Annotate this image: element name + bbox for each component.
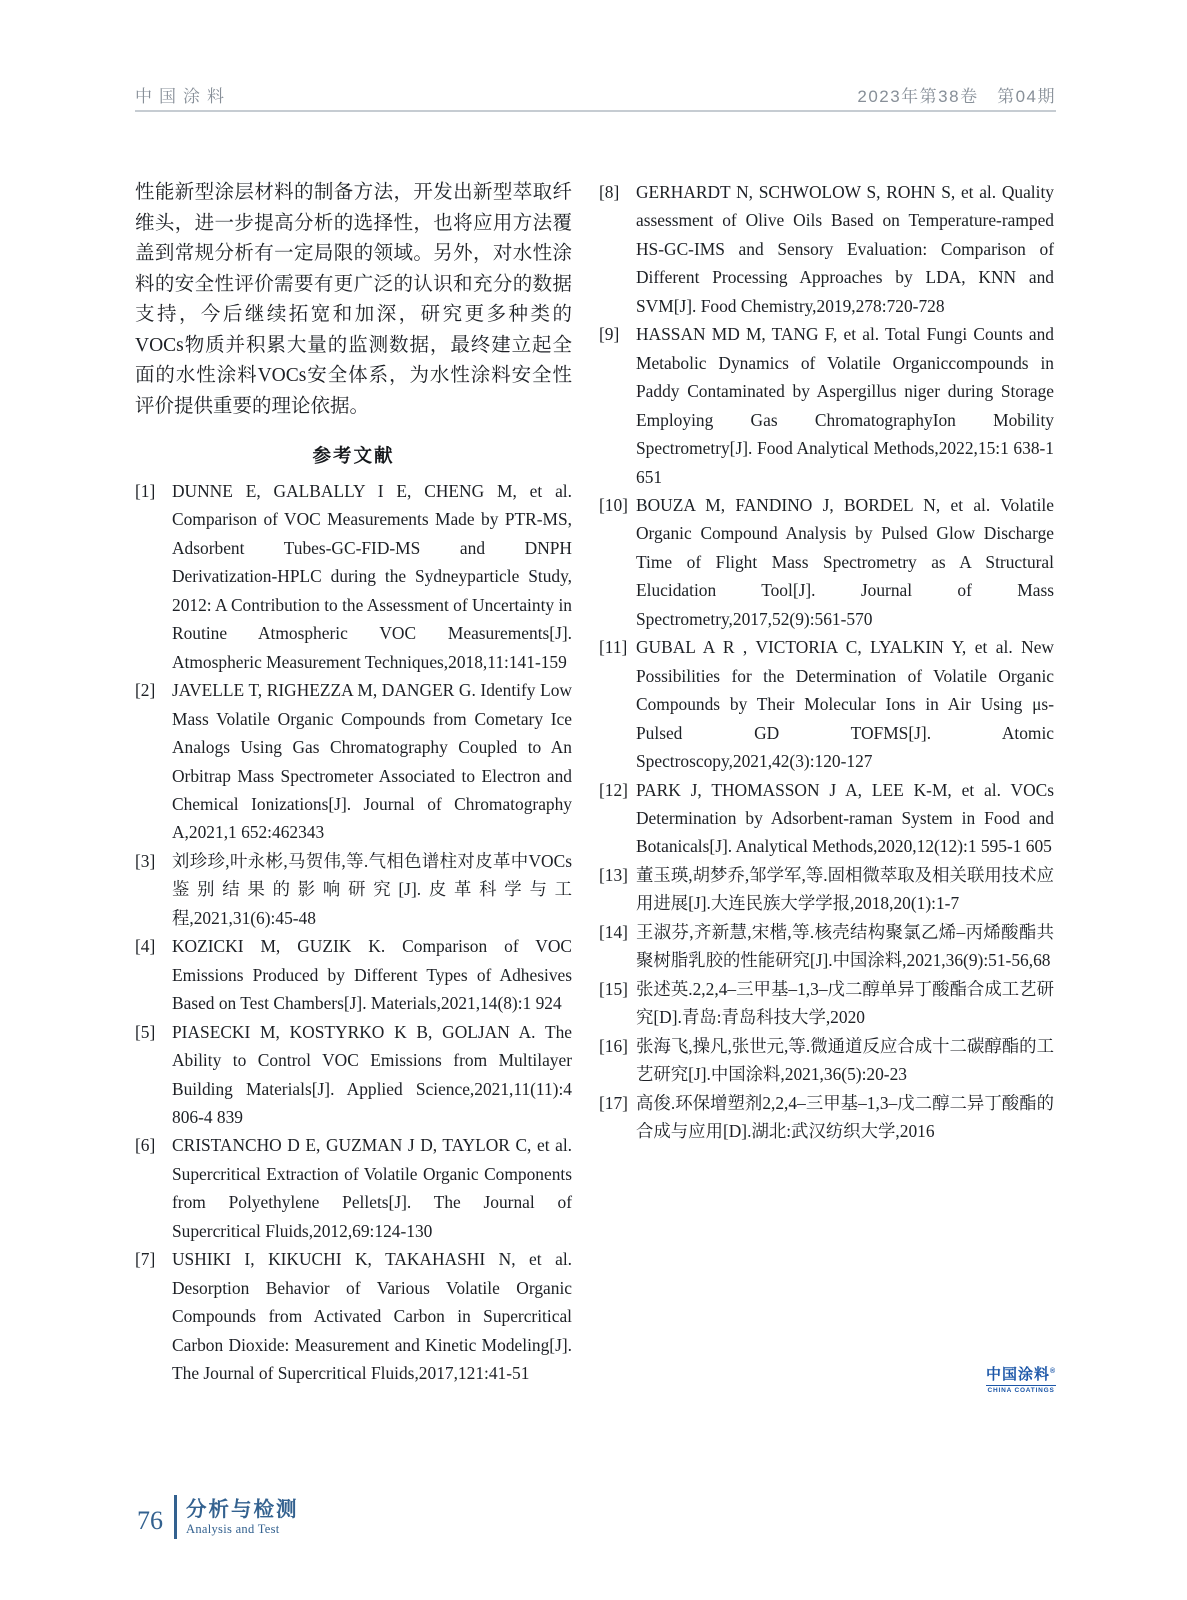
reference-item — [599, 633, 1054, 775]
section-title-block — [186, 1498, 299, 1537]
reference-text: GUBAL A R , VICTORIA C, LYALKIN Y, et al. New Possibilities for the Determination of Volatile Organic Compounds by Their Molecular Ions in Air Using μs-Pulsed GD TOFMS[J]. Atomic Spectroscopy,2021,42(3):120-127 — [636, 637, 1054, 772]
footer-divider — [174, 1495, 177, 1539]
reference-number: [17] — [599, 1092, 628, 1113]
reference-item — [599, 975, 1054, 1032]
reference-text: 王淑芬,齐新慧,宋楷,等.核壳结构聚氯乙烯–丙烯酸酯共聚树脂乳胶的性能研究[J].中国涂料,2021,36(9):51-56,68 — [636, 921, 1054, 971]
reference-number: [7] — [135, 1249, 156, 1270]
reference-item — [599, 861, 1054, 918]
section-title-en: Analysis and Test — [186, 1521, 280, 1536]
reference-number: [15] — [599, 978, 628, 999]
reference-item — [599, 491, 1054, 633]
reference-text: DUNNE E, GALBALLY I E, CHENG M, et al. Comparison of VOC Measurements Made by PTR-MS, Adsorbent Tubes-GC-FID-MS and DNPH Derivatization-HPLC during the Sydneyparticle Study, 2012: A Contribution to the Assessment of Uncertainty in Routine Atmospheric VOC Measurements[J]. Atmospheric Measurement Techniques,2018,11:141-159 — [172, 481, 572, 672]
logo-text-cn — [986, 1364, 1056, 1383]
right-column — [599, 178, 1054, 1145]
reference-item — [599, 320, 1054, 491]
reference-item — [599, 1089, 1054, 1146]
china-coatings-logo — [986, 1364, 1056, 1395]
reference-text: 董玉瑛,胡梦乔,邹学军,等.固相微萃取及相关联用技术应用进展[J].大连民族大学学报,2018,20(1):1-7 — [636, 864, 1054, 914]
reference-number: [13] — [599, 864, 628, 885]
registered-mark-icon: ® — [1050, 1368, 1057, 1375]
reference-number: [10] — [599, 494, 628, 515]
reference-number: [8] — [599, 182, 620, 202]
reference-text: 张海飞,操凡,张世元,等.微通道反应合成十二碳醇酯的工艺研究[J].中国涂料,2021,36(5):20-23 — [636, 1035, 1054, 1085]
issue-info: 2023年第38卷 第04期 — [857, 87, 1056, 106]
reference-text: KOZICKI M, GUZIK K. Comparison of VOC Emissions Produced by Different Types of Adhesives Based on Test Chambers[J]. Materials,2021,14(8):1 924 — [172, 936, 572, 1014]
reference-item — [599, 918, 1054, 975]
reference-text: BOUZA M, FANDINO J, BORDEL N, et al. Volatile Organic Compound Analysis by Pulsed Glow Discharge Time of Flight Mass Spectrometry as A Structural Elucidation Tool[J]. Journal of Mass Spectrometry,2017,52(9):561-570 — [636, 494, 1054, 629]
reference-number: [12] — [599, 779, 628, 800]
logo-text-en: CHINA COATINGS — [987, 1387, 1055, 1394]
reference-text: GERHARDT N, SCHWOLOW S, ROHN S, et al. Quality assessment of Olive Oils Based on Temperature-ramped HS-GC-IMS and Sensory Evaluation: Comparison of Different Processing Approaches by LDA, KNN and SVM[J]. Food Chemistry,2019,278:720-728 — [636, 182, 1054, 316]
reference-text: PARK J, THOMASSON J A, LEE K-M, et al. VOCs Determination by Adsorbent-raman System in Food and Botanicals[J]. Analytical Methods,2020,12(12):1 595-1 605 — [636, 779, 1054, 857]
left-column — [135, 178, 572, 1388]
reference-text: PIASECKI M, KOSTYRKO K B, GOLJAN A. The Ability to Control VOC Emissions from Multilayer Building Materials[J]. Applied Science,2021,11(11):4 806-4 839 — [172, 1021, 572, 1127]
reference-item — [599, 776, 1054, 861]
references-heading: 参考文献 — [312, 445, 395, 466]
reference-item — [135, 1018, 572, 1132]
reference-text: JAVELLE T, RIGHEZZA M, DANGER G. Identify Low Mass Volatile Organic Compounds from Cometary Ice Analogs Using Gas Chromatography Coupled to An Orbitrap Mass Spectrometer Associated to Electron and Chemical Ionizations[J]. Journal of Chromatography A,2021,1 652:462343 — [172, 680, 572, 843]
reference-number: [6] — [135, 1135, 156, 1156]
reference-item — [135, 1131, 572, 1245]
header-divider — [135, 110, 1056, 112]
body-paragraph: 性能新型涂层材料的制备方法，开发出新型萃取纤维头，进一步提高分析的选择性，也将应用方法覆盖到常规分析有一定局限的领域。另外，对水性涂料的安全性评价需要有更广泛的认识和充分的数据支持，今后继续拓宽和加深，研究更多种类的VOCs物质并积累大量的监测数据，最终建立起全面的水性涂料VOCs安全体系，为水性涂料安全性评价提供重要的理论依据。 — [135, 182, 572, 417]
reference-text: CRISTANCHO D E, GUZMAN J D, TAYLOR C, et al. Supercritical Extraction of Volatile Organic Components from Polyethylene Pellets[J]. The Journal of Supercritical Fluids,2012,69:124-130 — [172, 1135, 572, 1241]
page-number: 76 — [137, 1506, 163, 1535]
reference-text: USHIKI I, KIKUCHI K, TAKAHASHI N, et al. Desorption Behavior of Various Volatile Organic Compounds from Activated Carbon in Supercritical Carbon Dioxide: Measurement and Kinetic Modeling[J]. The Journal of Supercritical Fluids,2017,121:41-51 — [172, 1249, 572, 1384]
reference-item — [135, 847, 572, 932]
reference-number: [5] — [135, 1021, 156, 1042]
reference-item — [135, 477, 572, 676]
reference-item — [599, 1032, 1054, 1089]
reference-number: [3] — [135, 850, 156, 871]
reference-number: [9] — [599, 324, 620, 345]
reference-number: [1] — [135, 481, 156, 501]
reference-text: 刘珍珍,叶永彬,马贺伟,等.气相色谱柱对皮革中VOCs鉴别结果的影响研究[J].皮革科学与工程,2021,31(6):45-48 — [172, 850, 572, 928]
reference-item — [135, 932, 572, 1017]
page-header — [135, 82, 1056, 107]
page-footer — [137, 1495, 299, 1539]
reference-number: [11] — [599, 637, 628, 658]
section-title-cn: 分析与检测 — [186, 1497, 299, 1521]
reference-item — [135, 676, 572, 847]
reference-number: [14] — [599, 921, 628, 942]
reference-number: [4] — [135, 936, 156, 957]
reference-number: [2] — [135, 680, 156, 701]
reference-item — [599, 178, 1054, 320]
reference-text: 高俊.环保增塑剂2,2,4–三甲基–1,3–戊二醇二异丁酸酯的合成与应用[D].湖北:武汉纺织大学,2016 — [636, 1092, 1054, 1141]
journal-name: 中国涂料 — [135, 87, 231, 106]
logo-name-cn: 中国涂料 — [986, 1366, 1051, 1383]
reference-number: [16] — [599, 1035, 628, 1056]
reference-text: HASSAN MD M, TANG F, et al. Total Fungi Counts and Metabolic Dynamics of Volatile Organiccompounds in Paddy Contaminated by Aspergillus niger during Storage Employing Gas ChromatographyIon Mobility Spectrometry[J]. Food Analytical Methods,2022,15:1 638-1 651 — [636, 324, 1054, 487]
reference-item — [135, 1245, 572, 1387]
reference-text: 张述英.2,2,4–三甲基–1,3–戊二醇单异丁酸酯合成工艺研究[D].青岛:青岛科技大学,2020 — [636, 978, 1054, 1028]
